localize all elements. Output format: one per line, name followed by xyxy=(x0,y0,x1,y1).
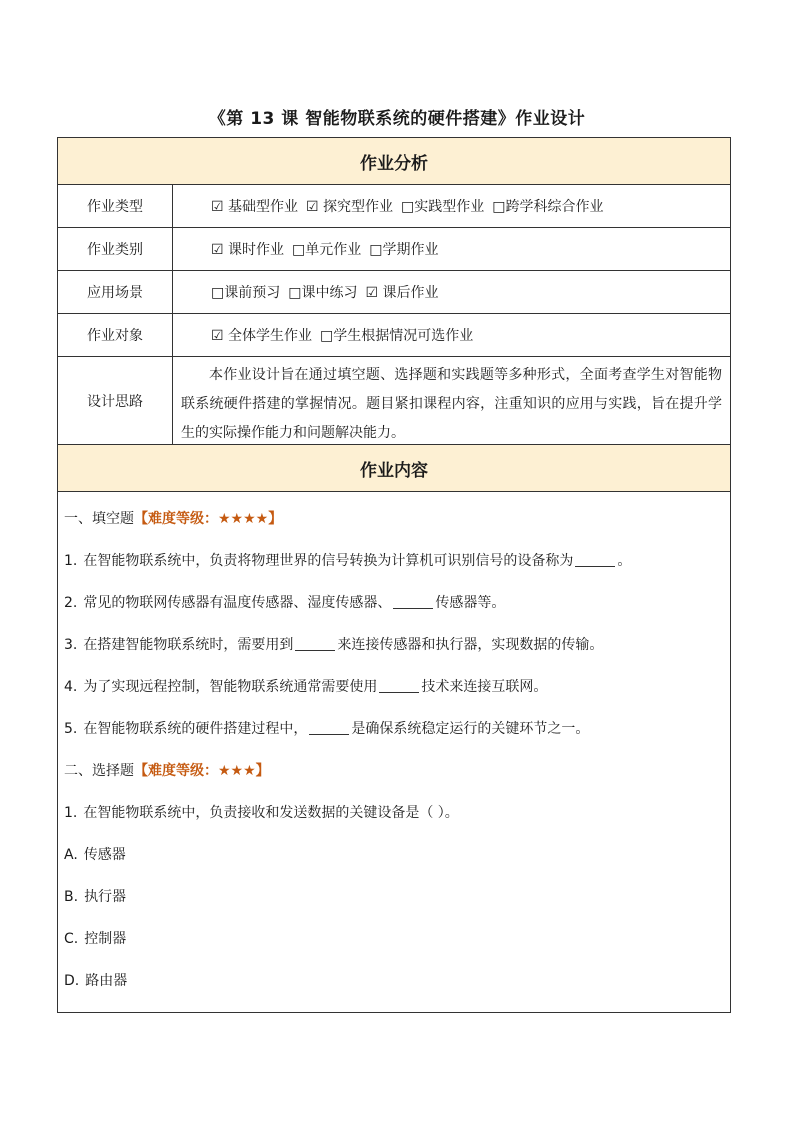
fill-question xyxy=(64,666,724,708)
row-label: 应用场景 xyxy=(58,271,173,313)
analysis-row-scene xyxy=(58,271,730,314)
answer-blank[interactable] xyxy=(575,552,615,567)
question-number: 1. xyxy=(64,553,78,569)
option-key: B. xyxy=(64,889,79,905)
question-text: 传感器等。 xyxy=(435,595,506,611)
choice-question xyxy=(64,792,724,834)
choice-option[interactable] xyxy=(64,834,724,876)
option-key: D. xyxy=(64,973,80,989)
question-number: 4. xyxy=(64,679,78,695)
difficulty-label: 【难度等级：★★★★】 xyxy=(134,511,283,527)
analysis-row-category xyxy=(58,228,730,271)
question-number: 1. xyxy=(64,805,78,821)
row-label: 作业类别 xyxy=(58,228,173,270)
option-key: A. xyxy=(64,847,78,863)
checkbox-option[interactable]: ☑ 全体学生作业 xyxy=(211,328,313,344)
analysis-row-target xyxy=(58,314,730,357)
question-text: 是确保系统稳定运行的关键环节之一。 xyxy=(351,721,590,737)
design-text: 本作业设计旨在通过填空题、选择题和实践题等多种形式，全面考查学生对智能物联系统硬件搭建的掌握情况。题目紧扣课程内容，注重知识的应用与实践，旨在提升学生的实际操作能力和问题解决能力。 xyxy=(181,367,722,441)
row-label: 作业类型 xyxy=(58,185,173,227)
option-text: 传感器 xyxy=(83,847,126,863)
choice-option[interactable] xyxy=(64,918,724,960)
option-key: C. xyxy=(64,931,79,947)
checkbox-option[interactable]: □跨学科综合作业 xyxy=(492,199,604,215)
fill-question xyxy=(64,540,724,582)
answer-blank[interactable] xyxy=(295,636,335,651)
choice-option[interactable] xyxy=(64,960,724,1002)
analysis-heading: 作业分析 xyxy=(58,138,730,185)
content-body xyxy=(58,492,730,1012)
question-text: 在智能物联系统中，负责接收和发送数据的关键设备是（ ）。 xyxy=(83,805,459,821)
answer-blank[interactable] xyxy=(393,594,433,609)
row-options xyxy=(173,271,730,313)
checkbox-option[interactable]: ☑ 课后作业 xyxy=(365,285,439,301)
choice-section-title xyxy=(64,750,724,792)
option-text: 路由器 xyxy=(85,973,128,989)
fill-question xyxy=(64,624,724,666)
choice-option[interactable] xyxy=(64,876,724,918)
question-text: 。 xyxy=(617,553,632,569)
fill-question xyxy=(64,708,724,750)
analysis-row-type xyxy=(58,185,730,228)
row-label: 设计思路 xyxy=(58,357,173,444)
question-text: 在智能物联系统的硬件搭建过程中， xyxy=(83,721,308,737)
homework-sheet xyxy=(57,137,731,1013)
row-options xyxy=(173,228,730,270)
row-options xyxy=(173,185,730,227)
fill-question xyxy=(64,582,724,624)
section-title-text: 二、选择题 xyxy=(64,763,134,779)
content-heading: 作业内容 xyxy=(58,445,730,492)
fill-section-title xyxy=(64,498,724,540)
question-number: 5. xyxy=(64,721,78,737)
question-number: 2. xyxy=(64,595,78,611)
question-number: 3. xyxy=(64,637,78,653)
question-text: 在智能物联系统中，负责将物理世界的信号转换为计算机可识别信号的设备称为 xyxy=(83,553,574,569)
answer-blank[interactable] xyxy=(309,720,349,735)
question-text: 为了实现远程控制，智能物联系统通常需要使用 xyxy=(83,679,378,695)
checkbox-option[interactable]: □课中练习 xyxy=(288,285,358,301)
difficulty-label: 【难度等级：★★★】 xyxy=(134,763,270,779)
question-text: 技术来连接互联网。 xyxy=(421,679,548,695)
answer-blank[interactable] xyxy=(379,678,419,693)
checkbox-option[interactable]: □学期作业 xyxy=(369,242,439,258)
question-text: 在搭建智能物联系统时，需要用到 xyxy=(83,637,294,653)
row-label: 作业对象 xyxy=(58,314,173,356)
checkbox-option[interactable]: ☑ 探究型作业 xyxy=(306,199,394,215)
checkbox-option[interactable]: □实践型作业 xyxy=(401,199,485,215)
page-title: 《第 13 课 智能物联系统的硬件搭建》作业设计 xyxy=(208,109,586,129)
question-text: 常见的物联网传感器有温度传感器、湿度传感器、 xyxy=(83,595,392,611)
question-text: 来连接传感器和执行器，实现数据的传输。 xyxy=(337,637,604,653)
checkbox-option[interactable]: ☑ 基础型作业 xyxy=(211,199,299,215)
checkbox-option[interactable]: ☑ 课时作业 xyxy=(211,242,285,258)
checkbox-option[interactable]: □课前预习 xyxy=(211,285,281,301)
analysis-row-design xyxy=(58,357,730,445)
checkbox-option[interactable]: □单元作业 xyxy=(292,242,362,258)
option-text: 控制器 xyxy=(84,931,127,947)
option-text: 执行器 xyxy=(84,889,127,905)
section-title-text: 一、填空题 xyxy=(64,511,134,527)
checkbox-option[interactable]: □学生根据情况可选作业 xyxy=(320,328,474,344)
row-options xyxy=(173,314,730,356)
